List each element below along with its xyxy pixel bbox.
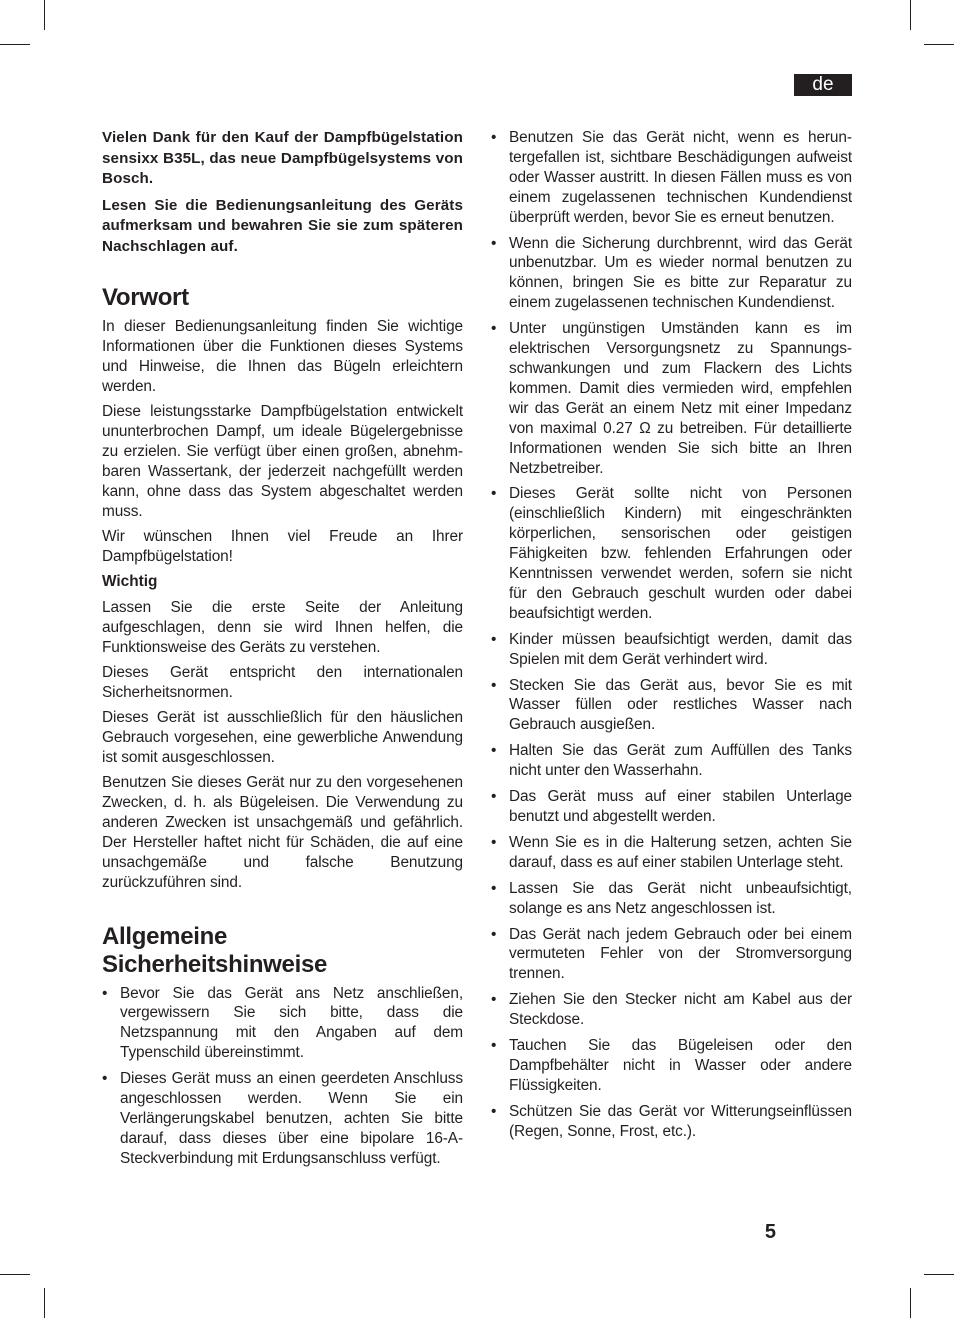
intro-read-manual: Lesen Sie die Bedienungsanleitung des Geräts aufmerksam und bewahren Sie sie zum späteren Nachschlagen auf. (102, 196, 463, 255)
right-column (491, 128, 852, 1148)
bullet-icon: • (491, 991, 497, 1009)
crop-mark-top-right-horizontal (924, 44, 954, 45)
crop-mark-top-right-vertical (910, 0, 911, 30)
list-item-text: Dieses Gerät sollte nicht von Personen (einschließlich Kindern) mit eingeschränkten körperlichen, sensorischen oder geistigen Fähigkeiten bzw. fehlenden Erfahrungen oder Kenntnissen verwendet werden, sofern sie nicht für den Gebrauch geschult wurden oder dabei beaufsichtigt werden. (509, 485, 852, 622)
list-item (491, 319, 852, 478)
page-number: 5 (764, 1221, 776, 1243)
bullet-icon: • (491, 742, 497, 760)
crop-mark-bottom-left-vertical (44, 1288, 45, 1318)
heading-sicherheitshinweise (102, 923, 463, 979)
list-item-text: Ziehen Sie den Stecker nicht am Kabel aus der Steckdose. (509, 991, 852, 1029)
bullet-icon: • (491, 234, 497, 252)
language-tab: de (794, 74, 852, 96)
crop-mark-top-left-horizontal (0, 44, 30, 45)
bullet-icon: • (491, 630, 497, 648)
bullet-icon: • (491, 1102, 497, 1120)
bullet-icon: • (102, 984, 108, 1002)
vorwort-paragraph: Wir wünschen Ihnen viel Freude an Ihrer Dampfbügelstation! (102, 527, 463, 565)
vorwort-paragraph: Diese leistungsstarke Dampfbügelstation entwickelt ununterbrochen Dampf, um ideale Bügelergebnisse zu erzielen. Sie verfügt über einen großen, abnehmbaren Wassertank, der jederzeit nachgefüllt werden kann, ohne dass das System abgeschaltet werden muss. (102, 402, 463, 520)
list-item-text: Wenn Sie es in die Halterung setzen, achten Sie darauf, dass es auf einer stabilen Unterlage steht. (509, 833, 852, 871)
bullet-icon: • (491, 1037, 497, 1055)
wichtig-paragraph: Benutzen Sie dieses Gerät nur zu den vorgesehenen Zwecken, d. h. als Bügeleisen. Die Verwendung zu anderen Zwecken ist unsachgemäß und gefährlich. Der Hersteller haftet nicht für Schäden, die auf eine unsachgemäße und falsche Benutzung zurückzuführen sind. (102, 773, 463, 891)
crop-mark-bottom-right-vertical (910, 1288, 911, 1318)
bullet-icon: • (102, 1070, 108, 1088)
list-item (491, 925, 852, 985)
list-item-text: Das Gerät muss auf einer stabilen Unterlage benutzt und abgestellt werden. (509, 788, 852, 825)
list-item-text: Das Gerät nach jedem Gebrauch oder bei einem vermuteten Fehler von der Stromversorgung trennen. (509, 925, 852, 983)
bullet-icon: • (491, 833, 497, 851)
list-item (491, 128, 852, 228)
heading-line-1: Allgemeine (102, 922, 228, 950)
list-item (491, 1036, 852, 1096)
list-item (491, 741, 852, 781)
bullet-icon: • (491, 485, 497, 503)
list-item-text: Tauchen Sie das Bügeleisen oder den Dampfbehälter nicht in Wasser oder andere Flüssigkeiten. (509, 1037, 852, 1094)
list-item-text: Lassen Sie das Gerät nicht unbeaufsichtigt, solange es ans Netz angeschlossen ist. (509, 879, 852, 917)
wichtig-paragraph: Dieses Gerät entspricht den internationalen Sicherheitsnormen. (102, 663, 463, 701)
bullet-icon: • (491, 925, 497, 943)
list-item (491, 234, 852, 314)
wichtig-label: Wichtig (102, 572, 158, 590)
list-item-text: Benutzen Sie das Gerät nicht, wenn es heruntergefallen ist, sichtbare Beschädigungen aufweist oder Wasser austritt. In diesen Fällen muss es von einem zugelassenen technischen Kundendienst überprüft werden, bevor Sie es erneut benutzen. (509, 129, 852, 226)
list-item (491, 1102, 852, 1142)
crop-mark-bottom-left-horizontal (0, 1274, 30, 1275)
left-column (102, 128, 463, 1175)
crop-mark-bottom-right-horizontal (924, 1274, 954, 1275)
safety-list-right (491, 128, 852, 1142)
intro-thanks: Vielen Dank für den Kauf der Dampfbügelstation sensixx B35L, das neue Dampfbügelsystems von Bosch. (102, 129, 463, 188)
list-item-text: Kinder müssen beaufsichtigt werden, damit das Spielen mit dem Gerät verhindert wird. (509, 630, 852, 668)
list-item-text: Wenn die Sicherung durchbrennt, wird das Gerät unbenutzbar. Um es wieder normal benutzen zu können, bringen Sie es bitte zur Reparatur zu einem zugelassenen technischen Kundendienst. (509, 234, 852, 312)
list-item (491, 787, 852, 827)
wichtig-paragraph: Dieses Gerät ist ausschließlich für den häuslichen Gebrauch vorgesehen, eine gewerbliche Anwendung ist somit ausgeschlossen. (102, 708, 463, 766)
wichtig-paragraph: Lassen Sie die erste Seite der Anleitung aufgeschlagen, denn sie wird Ihnen helfen, die Funktionsweise des Geräts zu verstehen. (102, 598, 463, 656)
list-item (102, 1069, 463, 1169)
heading-line-2: Sicherheitshinweise (102, 950, 328, 978)
list-item (102, 984, 463, 1064)
list-item (491, 676, 852, 736)
vorwort-paragraph: In dieser Bedienungsanleitung finden Sie wichtige Informationen über die Funktionen dieses Systems und Hinweise, die Ihnen das Bügeln erleichtern werden. (102, 317, 463, 395)
list-item (491, 833, 852, 873)
list-item-text: Dieses Gerät muss an einen geerdeten Anschluss angeschlossen werden. Wenn Sie ein Verlängerungskabel benutzen, achten Sie bitte darauf, dass dieses über eine bipolare 16-A-Steckverbindung mit Erdungsanschluss verfügt. (120, 1070, 463, 1167)
bullet-icon: • (491, 129, 497, 146)
list-item-text: Unter ungünstigen Umständen kann es im elektrischen Versorgungsnetz zu Spannungsschwankungen und zum Flackern des Lichts kommen. Damit dies vermieden wird, empfehlen wir das Gerät an einem Netz mit einer Impedanz von maximal 0.27 Ω zu betreiben. Für detaillierte Informationen wenden Sie sich bitte an Ihren Netzbetreiber. (509, 320, 852, 477)
list-item-text: Halten Sie das Gerät zum Auffüllen des Tanks nicht unter den Wasserhahn. (509, 742, 852, 780)
safety-list-left (102, 984, 463, 1169)
list-item (491, 990, 852, 1030)
list-item (491, 484, 852, 623)
list-item-text: Stecken Sie das Gerät aus, bevor Sie es mit Wasser füllen oder restliches Wasser nach Gebrauch ausgießen. (509, 676, 852, 734)
bullet-icon: • (491, 676, 497, 694)
heading-vorwort: Vorwort (102, 283, 189, 311)
list-item-text: Schützen Sie das Gerät vor Witterungseinflüssen (Regen, Sonne, Frost, etc.). (509, 1102, 852, 1140)
list-item-text: Bevor Sie das Gerät ans Netz anschließen, vergewissern Sie sich bitte, dass die Netzspannung mit den Angaben auf dem Typenschild übereinstimmt. (120, 984, 463, 1062)
list-item (491, 879, 852, 919)
crop-mark-top-left-vertical (44, 0, 45, 30)
bullet-icon: • (491, 879, 497, 897)
list-item (491, 630, 852, 670)
bullet-icon: • (491, 788, 497, 806)
bullet-icon: • (491, 320, 497, 338)
